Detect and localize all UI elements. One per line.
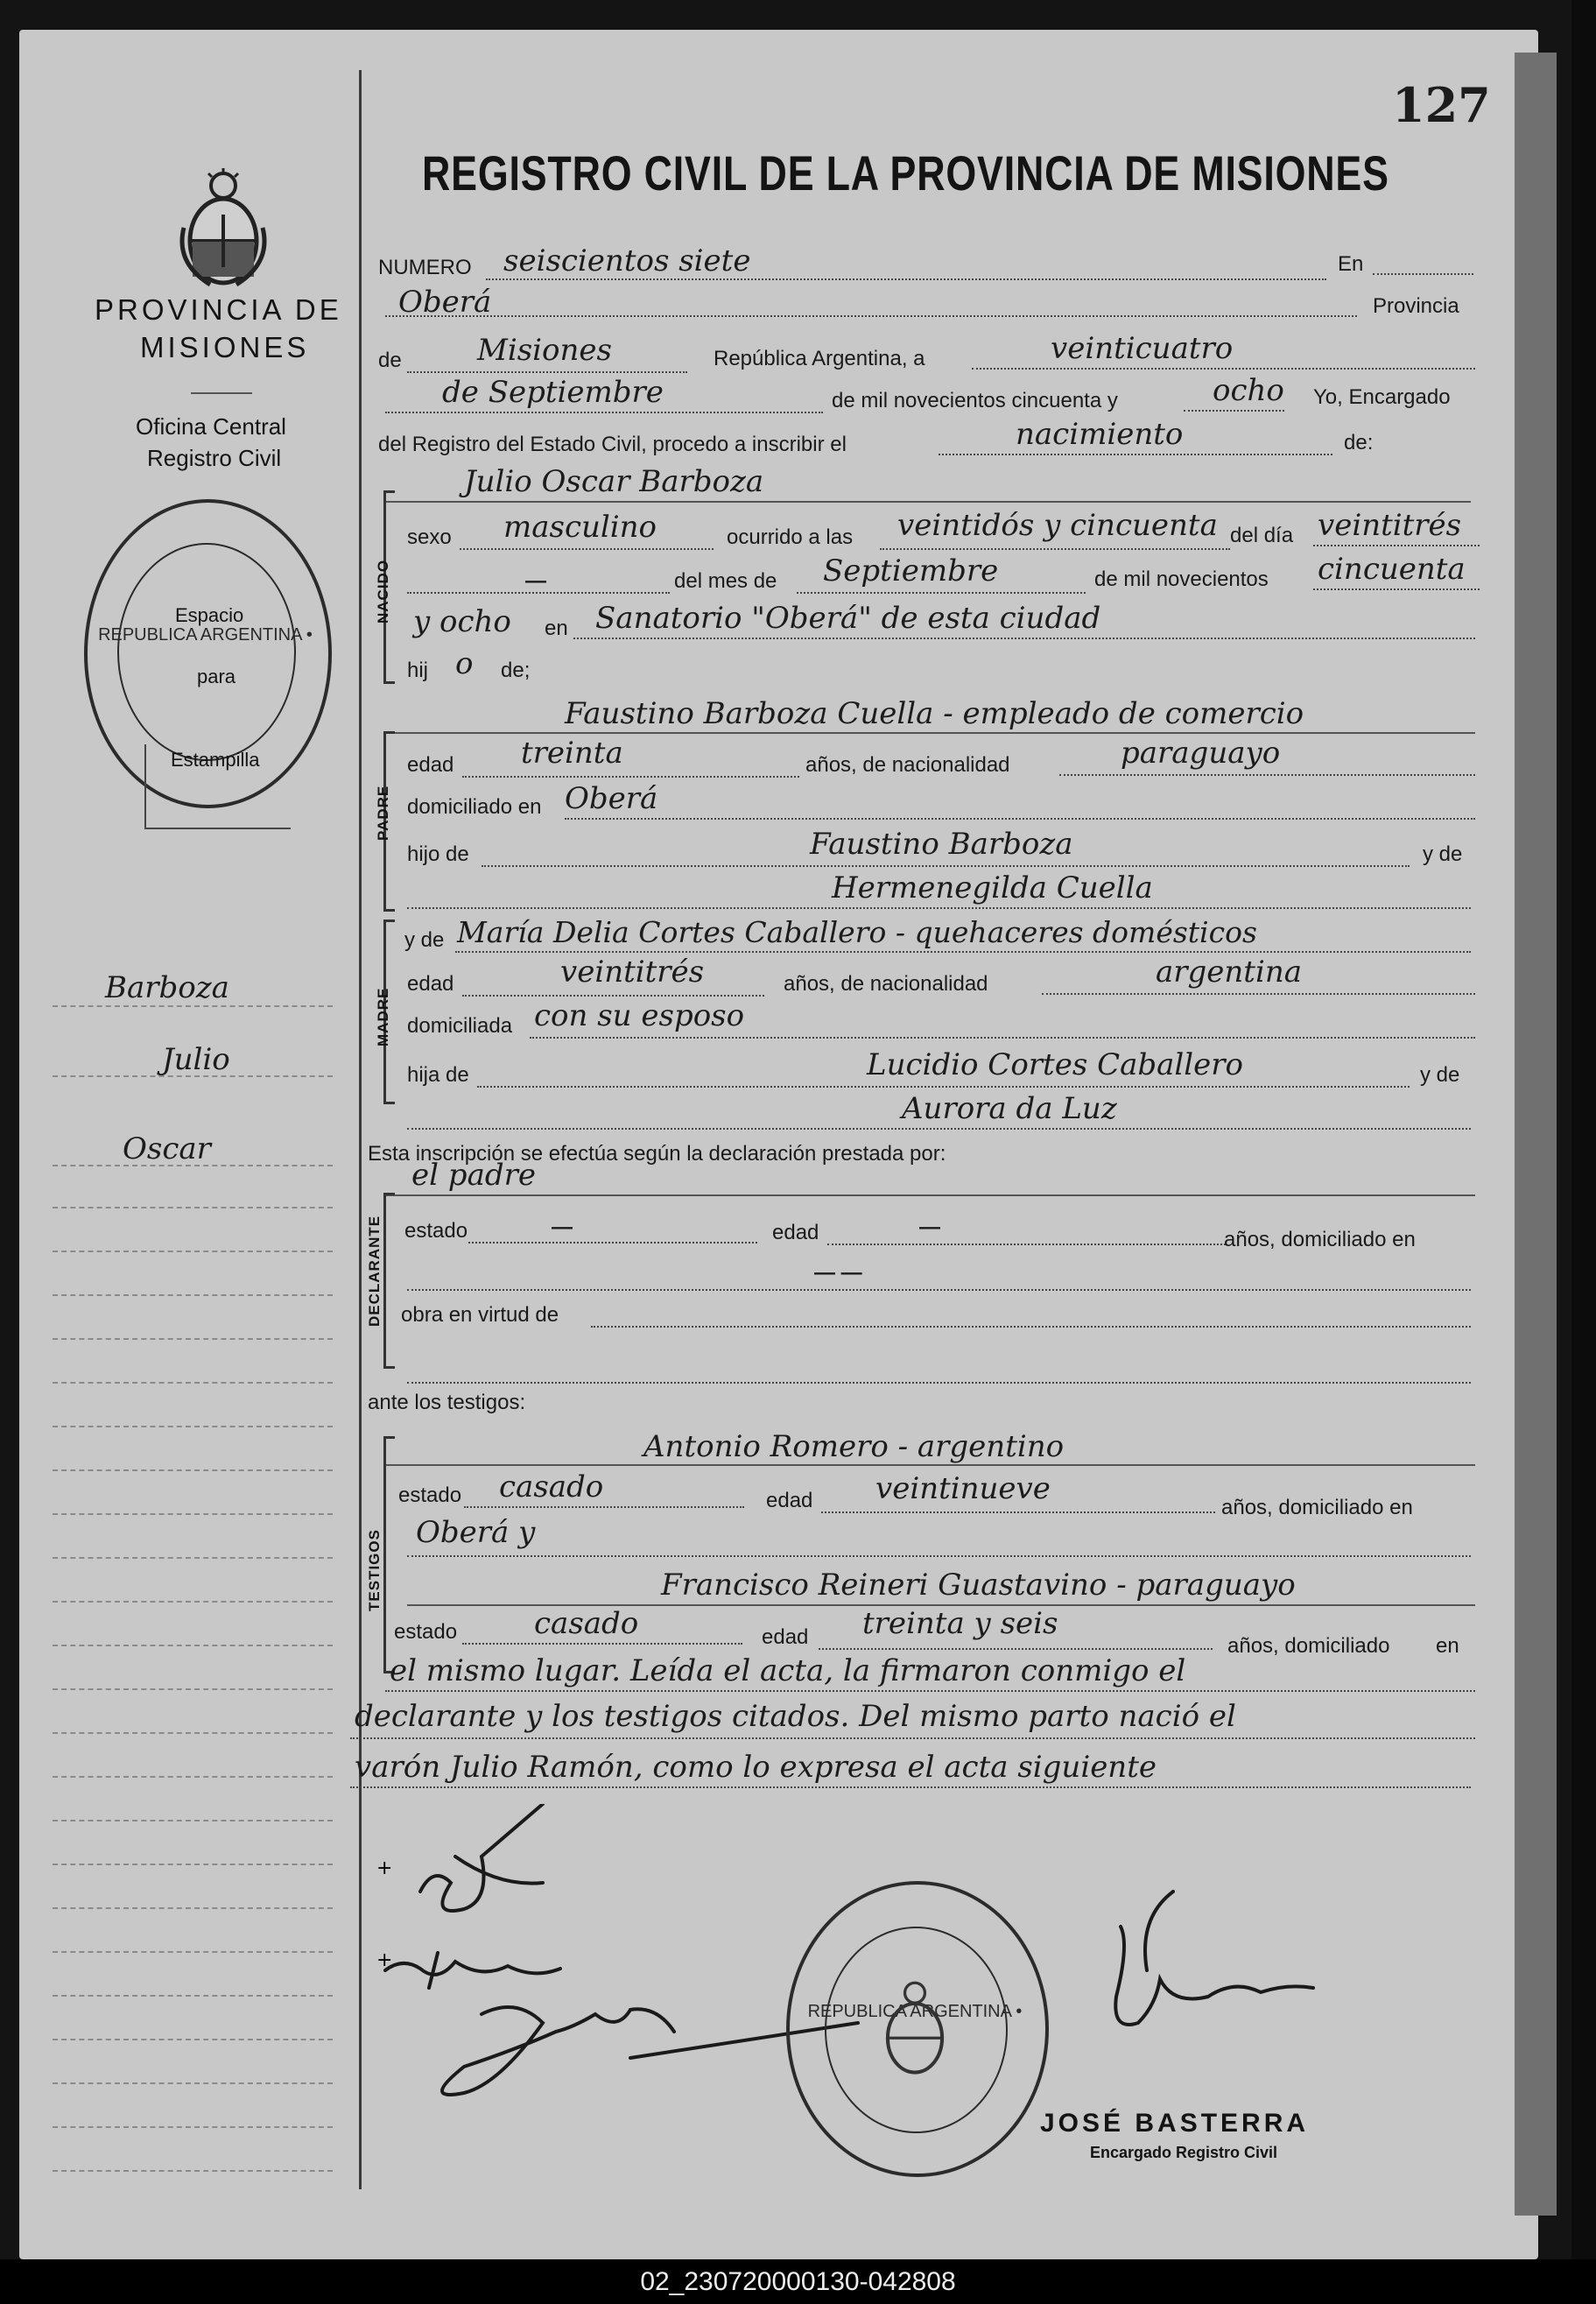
record-lugar: Oberá	[398, 285, 492, 320]
padre-domicilio: Oberá	[565, 781, 658, 816]
label-y-de-madre: y de	[404, 928, 445, 952]
margin-line	[53, 2170, 333, 2172]
padre-abuela: Hermenegilda Cuella	[832, 870, 1153, 905]
field-line	[591, 1326, 1471, 1328]
record-dia-nac: veintitrés	[1318, 508, 1462, 543]
declarante-quien: el padre	[411, 1158, 536, 1193]
field-line	[880, 548, 1230, 550]
field-line	[407, 1128, 1471, 1130]
label-sexo: sexo	[407, 525, 452, 549]
margin-name1: Julio	[162, 1042, 230, 1077]
margin-surname: Barboza	[105, 970, 229, 1005]
field-line	[407, 1555, 1471, 1557]
margin-line	[53, 2126, 333, 2128]
field-line	[1042, 993, 1475, 995]
margin-line	[53, 1688, 333, 1690]
padre-edad: treinta	[521, 736, 623, 771]
label-hijo-de-padre: hijo de	[407, 842, 469, 866]
field-line	[407, 907, 1471, 909]
margin-line	[53, 1005, 333, 1007]
label-del-dia: del día	[1230, 524, 1294, 547]
field-line	[1373, 273, 1473, 275]
field-line	[1184, 410, 1284, 412]
field-line	[1059, 774, 1475, 776]
margin-line	[53, 1207, 333, 1208]
label-del-mes: del mes de	[674, 569, 777, 593]
page-number: 127	[1392, 77, 1491, 133]
field-line	[385, 1690, 1475, 1692]
field-line	[385, 1464, 1475, 1466]
margin-line	[53, 1382, 333, 1384]
field-line	[407, 371, 687, 373]
label-anos-nac-padre: años, de nacionalidad	[805, 753, 1010, 777]
declarante-bracket	[383, 1193, 395, 1369]
field-line	[819, 1648, 1213, 1650]
testigo1-estado: casado	[499, 1469, 604, 1504]
dash-mark: —	[525, 569, 546, 593]
label-y-de-padre: y de	[1423, 842, 1463, 866]
stamp-space-label: Espacio	[175, 604, 244, 626]
madre-nombre: María Delia Cortes Caballero - quehaceres domésticos	[457, 915, 1257, 949]
label-estado-t1: estado	[398, 1483, 462, 1507]
label-estado-decl: estado	[404, 1219, 468, 1243]
margin-line	[53, 1645, 333, 1646]
scan-id: 02_230720000130-042808	[640, 2267, 956, 2296]
margin-divider	[359, 70, 362, 2189]
testigo2-estado: casado	[534, 1606, 639, 1641]
field-line	[385, 1194, 1475, 1196]
official-role: Encargado Registro Civil	[1090, 2144, 1278, 2161]
field-line	[972, 368, 1475, 370]
field-line	[385, 412, 823, 413]
label-de: de	[378, 349, 402, 372]
record-acto: nacimiento	[1016, 417, 1184, 452]
label-en-lugar: en	[545, 617, 568, 640]
field-line	[350, 1737, 1475, 1739]
margin-line	[53, 1426, 333, 1427]
record-mes-nac: Septiembre	[823, 553, 999, 588]
coat-of-arms-stamp-icon	[875, 1966, 954, 2089]
field-line	[385, 732, 1475, 734]
field-line	[460, 548, 714, 550]
field-line	[1313, 545, 1480, 546]
label-yo-encargado: Yo, Encargado	[1313, 385, 1451, 409]
record-anio-nac: cincuenta	[1318, 552, 1466, 587]
label-edad-decl: edad	[772, 1221, 819, 1244]
side-label-declarante: DECLARANTE	[366, 1215, 383, 1327]
stamp-para-label: para	[197, 666, 236, 687]
padre-nombre: Faustino Barboza Cuella - empleado de comercio	[565, 696, 1304, 731]
official-name: JOSÉ BASTERRA	[1040, 2109, 1310, 2138]
side-label-testigos: TESTIGOS	[366, 1529, 383, 1611]
field-line	[482, 865, 1410, 867]
label-hija-de: hija de	[407, 1063, 469, 1087]
margin-line	[53, 1601, 333, 1603]
margin-line	[53, 1995, 333, 1997]
record-hora: veintidós y cincuenta	[897, 508, 1218, 543]
margin-line	[53, 2082, 333, 2084]
field-line	[407, 1382, 1471, 1384]
field-line	[827, 1244, 1226, 1245]
declarante-edad: —	[919, 1215, 940, 1239]
field-line	[385, 501, 1471, 503]
field-line	[486, 278, 1326, 280]
padre-abuelo: Faustino Barboza	[810, 827, 1073, 862]
label-numero: NUMERO	[378, 256, 472, 279]
coat-of-arms-icon	[175, 166, 271, 289]
label-y-de-madre2: y de	[1420, 1063, 1460, 1087]
side-label-madre: MADRE	[375, 987, 391, 1046]
declarante-dom: — —	[814, 1261, 862, 1285]
field-line	[573, 638, 1475, 639]
label-estado-t2: estado	[394, 1620, 458, 1644]
label-ante-testigos: ante los testigos:	[368, 1391, 526, 1414]
record-dia: veinticuatro	[1051, 331, 1234, 366]
label-edad-t2: edad	[762, 1625, 809, 1649]
margin-line	[53, 1907, 333, 1909]
margin-line	[53, 1864, 333, 1865]
label-en-t2: en	[1436, 1634, 1459, 1658]
record-provincia: Misiones	[477, 333, 612, 368]
madre-domicilio: con su esposo	[534, 998, 745, 1033]
record-lugar-nac: Sanatorio "Oberá" de esta ciudad	[595, 601, 1101, 636]
office-line2: Registro Civil	[147, 445, 282, 471]
label-provincia: Provincia	[1373, 294, 1459, 318]
scan-id-bar	[0, 2259, 1596, 2304]
field-line	[477, 1086, 1410, 1088]
field-line	[530, 1037, 1475, 1039]
label-en: En	[1338, 252, 1364, 276]
margin-line	[53, 1338, 333, 1340]
short-rule	[191, 392, 252, 394]
label-ocurrido: ocurrido a las	[727, 525, 854, 549]
signature-marker-2: +	[376, 1949, 393, 1971]
signature-1	[420, 1804, 543, 1911]
madre-abuelo: Lucidio Cortes Caballero	[867, 1047, 1243, 1082]
testigo2-edad: treinta y seis	[862, 1606, 1058, 1641]
margin-line	[53, 1294, 333, 1296]
signature-1-stroke	[455, 1857, 543, 1884]
stamp-space-box	[144, 744, 291, 829]
province-line1: PROVINCIA DE	[95, 293, 342, 326]
madre-abuela: Aurora da Luz	[902, 1091, 1117, 1126]
margin-line	[53, 1513, 333, 1515]
testigo1-dom: Oberá y	[416, 1515, 536, 1550]
field-line	[797, 592, 1086, 594]
field-line	[407, 1289, 1471, 1291]
madre-edad: veintitrés	[560, 955, 705, 990]
record-numero: seiscientos siete	[503, 243, 751, 278]
label-edad-t1: edad	[766, 1489, 813, 1512]
stamp-stamp-label: Estampilla	[171, 749, 260, 771]
margin-line	[53, 1732, 333, 1734]
signature-marker-1: +	[376, 1857, 393, 1879]
book-edge	[1515, 53, 1557, 2216]
label-domiciliada: domiciliada	[407, 1014, 513, 1038]
field-line	[462, 776, 799, 778]
label-anos-dom-t2: años, domiciliado	[1227, 1634, 1390, 1658]
closing-line1: el mismo lugar. Leída el acta, la firmaron conmigo el	[390, 1653, 1186, 1688]
label-de-mil-nov: de mil novecientos	[1094, 567, 1269, 591]
label-anos-nac-madre: años, de nacionalidad	[784, 972, 988, 996]
label-anos-dom-decl: años, domiciliado en	[1224, 1228, 1416, 1251]
label-del-registro: del Registro del Estado Civil, procedo a inscribir el	[378, 433, 847, 456]
margin-line	[53, 2039, 333, 2040]
signature-official	[1115, 1892, 1313, 2025]
field-line	[821, 1511, 1215, 1513]
record-anio-nac2: y ocho	[413, 604, 511, 639]
label-edad-madre: edad	[407, 972, 454, 996]
closing-line2: declarante y los testigos citados. Del mismo parto nació el	[355, 1699, 1236, 1734]
page-title: REGISTRO CIVIL DE LA PROVINCIA DE MISIONES	[422, 145, 1389, 201]
label-declaracion: Esta inscripción se efectúa según la declaración prestada por:	[368, 1142, 946, 1166]
side-label-nacido: NACIDO	[375, 559, 391, 624]
testigo1-nombre: Antonio Romero - argentino	[643, 1429, 1065, 1464]
record-nombre: Julio Oscar Barboza	[464, 464, 764, 499]
signature-2	[385, 1953, 560, 1988]
margin-line	[53, 1951, 333, 1953]
closing-line3: varón Julio Ramón, como lo expresa el acta siguiente	[355, 1750, 1157, 1785]
declarante-estado: —	[552, 1215, 573, 1239]
field-line	[939, 454, 1332, 455]
field-line	[455, 951, 1471, 953]
label-anos-dom-t1: años, domiciliado en	[1221, 1496, 1413, 1519]
field-line	[464, 1506, 744, 1508]
margin-name2: Oscar	[123, 1131, 211, 1166]
field-line	[468, 1242, 757, 1244]
label-domiciliado: domiciliado en	[407, 795, 542, 819]
stamp-ring-text: REPUBLICA ARGENTINA •	[98, 625, 313, 645]
field-line	[350, 1786, 1471, 1788]
label-obra: obra en virtud de	[401, 1303, 559, 1327]
field-line	[462, 995, 764, 997]
field-line	[407, 592, 670, 594]
office-line1: Oficina Central	[136, 413, 286, 440]
madre-nacionalidad: argentina	[1156, 955, 1303, 990]
province-line2: MISIONES	[140, 331, 310, 363]
label-hij: hij	[407, 659, 429, 682]
field-line	[462, 1643, 742, 1645]
field-line	[565, 818, 1475, 820]
label-edad-padre: edad	[407, 753, 454, 777]
label-republica: República Argentina, a	[714, 347, 925, 370]
record-anio: ocho	[1213, 373, 1284, 408]
margin-line	[53, 1557, 333, 1559]
margin-line	[53, 1776, 333, 1778]
margin-line	[53, 1251, 333, 1252]
label-de-mil: de mil novecientos cincuenta y	[832, 389, 1118, 412]
margin-line	[53, 1820, 333, 1821]
label-hijo-de: de;	[501, 659, 531, 682]
record-sexo: masculino	[503, 510, 657, 545]
testigo2-nombre: Francisco Reineri Guastavino - paraguayo	[661, 1568, 1296, 1603]
stamp-bottom-ring-text: REPUBLICA ARGENTINA •	[807, 2002, 1023, 2021]
record-hijo-o: o	[455, 646, 474, 681]
margin-line	[53, 1469, 333, 1471]
field-line	[1313, 588, 1480, 590]
label-de-colon: de:	[1344, 431, 1374, 454]
side-label-padre: PADRE	[375, 785, 391, 841]
record-mes: de Septiembre	[442, 375, 664, 410]
testigo1-edad: veintinueve	[875, 1471, 1051, 1506]
field-line	[385, 315, 1357, 317]
padre-nacionalidad: paraguayo	[1121, 736, 1281, 771]
